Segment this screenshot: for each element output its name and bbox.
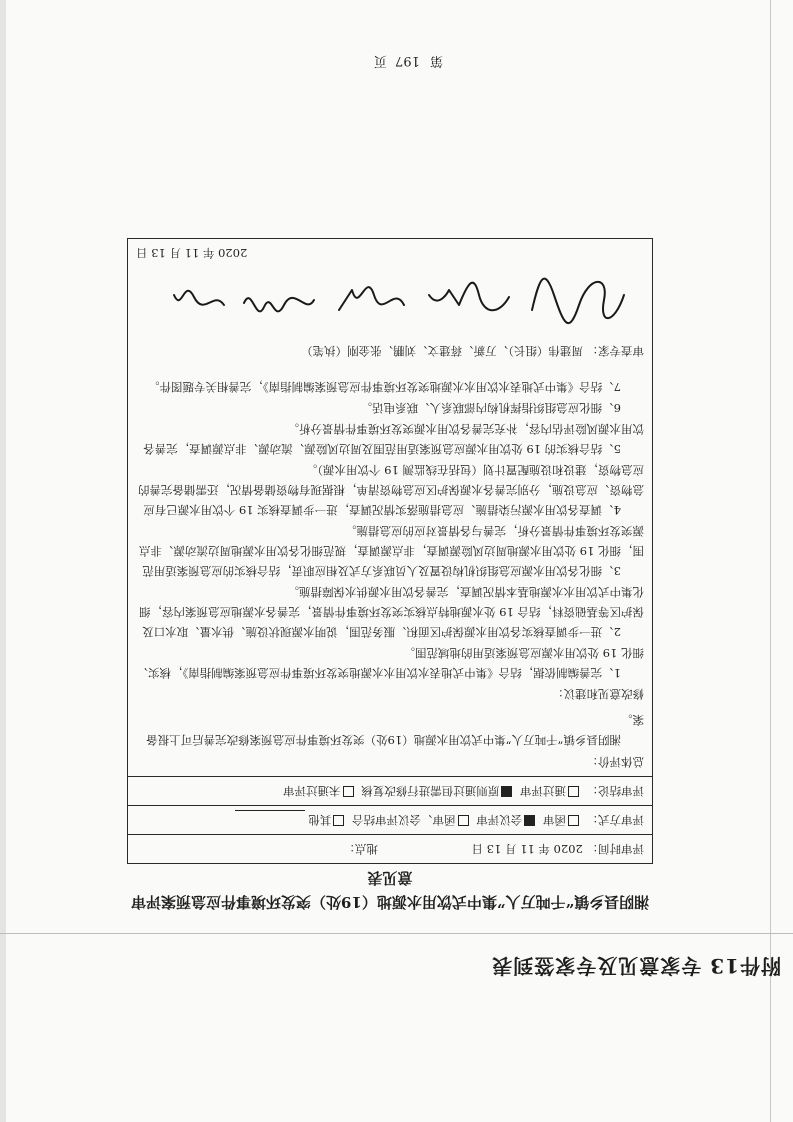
conclusion-checkbox-2[interactable] bbox=[343, 786, 354, 797]
method-option-1: 会议评审 bbox=[476, 813, 523, 827]
suggestions-list bbox=[136, 377, 644, 683]
time-label: 评审时间： bbox=[586, 842, 644, 856]
scan-divider-line bbox=[0, 933, 793, 934]
conclusion-row bbox=[128, 777, 653, 806]
body-cell bbox=[128, 239, 653, 777]
experts-names: 周建伟（组长）、万新、蒋建文、刘鹏、张金刚（执笔） bbox=[301, 344, 583, 358]
experts-line bbox=[136, 341, 644, 361]
method-cell bbox=[128, 806, 653, 835]
suggestion-item: 2、进一步调查核实各饮用水源保护区面积、服务范围，说明水源现状设施、供水量、取水口及保护区等基础资料，结合 19 处水源地特点核实突发环境事件情景，完善各水源地应急预案内容，细化集中式饮用水水源地基本情况调查，完善各饮用水源供水保障措施。 bbox=[139, 585, 644, 639]
review-form bbox=[127, 210, 653, 930]
conclusion-option-0: 通过评审 bbox=[519, 784, 566, 798]
method-option-3: 其他 bbox=[308, 813, 332, 827]
signature-5 bbox=[174, 291, 224, 305]
scan-border bbox=[0, 0, 6, 1122]
conclusion-checkbox-1[interactable] bbox=[501, 786, 512, 797]
other-blank bbox=[235, 810, 305, 823]
page-number-prefix: 第 bbox=[427, 53, 443, 68]
conclusion-option-1: 原则通过但需进行修改复核 bbox=[361, 784, 500, 798]
document-title: 湘阴县乡镇“千吨万人”集中式饮用水源地（19处）突发环境事件应急预案评审意见表 bbox=[130, 869, 650, 911]
method-row bbox=[128, 806, 653, 835]
signature-3 bbox=[339, 287, 404, 310]
body-row bbox=[128, 239, 653, 777]
suggestion-item: 5、结合核实的 19 处饮用水源应急预案适用范围及周边风险源、流动源、非点源调查，完善各饮用水源风险评估内容，补充完善各饮用水源突发环境事件情景分析。 bbox=[143, 422, 644, 456]
review-table bbox=[127, 238, 653, 864]
conclusion-cell bbox=[128, 777, 653, 806]
method-checkbox-2[interactable] bbox=[458, 815, 469, 826]
suggestion-item: 7、结合《集中式地表水饮用水水源地突发环境事件应急预案编制指南》，完善相关专题图件。 bbox=[147, 380, 621, 394]
suggestion-item: 6、细化应急组织指挥机构内部联系人、联系电话。 bbox=[360, 401, 621, 415]
method-checkbox-0[interactable] bbox=[568, 815, 579, 826]
suggestion-item: 4、调查各饮用水源污染措施、应急措施落实情况调查，进一步调查核实 19 个饮用水源已有应急物资、应急设施，分别完善各水源保护区应急物资清单，根据现有物资储备情况，还需储备完善的应急物资，建设和设施配置计划（包括在线监测 19 个饮用水源）。 bbox=[138, 463, 644, 517]
method-label: 评审方式： bbox=[586, 813, 644, 827]
overall-text: 湘阴县乡镇“千吨万人”集中式饮用水源地（19处）突发环境事件应急预案修改完善后可上报备案。 bbox=[146, 713, 644, 747]
time-value: 2020 年 11 月 13 日 bbox=[471, 842, 583, 856]
handwritten-signatures bbox=[144, 265, 644, 335]
method-option-2: 函审、会议评审结合 bbox=[352, 813, 456, 827]
method-checkbox-1[interactable] bbox=[524, 815, 535, 826]
signature-1 bbox=[532, 279, 624, 323]
place-label: 地点： bbox=[343, 842, 378, 856]
signature-4 bbox=[244, 298, 314, 312]
suggestion-item: 1、完善编制依据，结合《集中式地表水饮用水水源地突发环境事件应急预案编制指南》，核实、细化 19 处饮用水源应急预案适用的地域范围。 bbox=[136, 646, 644, 680]
suggestions-label: 修改意见和建议： bbox=[552, 687, 644, 701]
method-option-0: 函审 bbox=[542, 813, 566, 827]
page-number-value: 197 bbox=[395, 53, 420, 68]
suggestion-item: 3、细化各饮用水源应急组织机构设置及人员联系方式及相应职责，结合核实的应急预案适用范围，细化 19 处饮用水源地周边风险源调查，非点源调查，规范细化各饮用水源地周边流动源、非点源突发环境事件情景分析，完善与各情景对应的应急措施。 bbox=[139, 524, 644, 578]
experts-label: 审查专家： bbox=[586, 344, 644, 358]
attachment-title: 附件13 专家意见及专家签到表 bbox=[491, 954, 781, 978]
page-number bbox=[372, 53, 443, 72]
conclusion-option-2: 未通过评审 bbox=[283, 784, 341, 798]
conclusion-label: 评审结论： bbox=[586, 784, 644, 798]
time-row bbox=[128, 835, 653, 864]
overall-label: 总体评价： bbox=[586, 755, 644, 769]
time-cell bbox=[128, 835, 653, 864]
conclusion-checkbox-0[interactable] bbox=[568, 786, 579, 797]
sign-date: 2020 年 11 月 13 日 bbox=[136, 246, 248, 260]
method-checkbox-3[interactable] bbox=[333, 815, 344, 826]
page-number-suffix: 页 bbox=[371, 53, 387, 68]
signatures-area bbox=[136, 265, 644, 335]
signature-2 bbox=[429, 283, 509, 311]
